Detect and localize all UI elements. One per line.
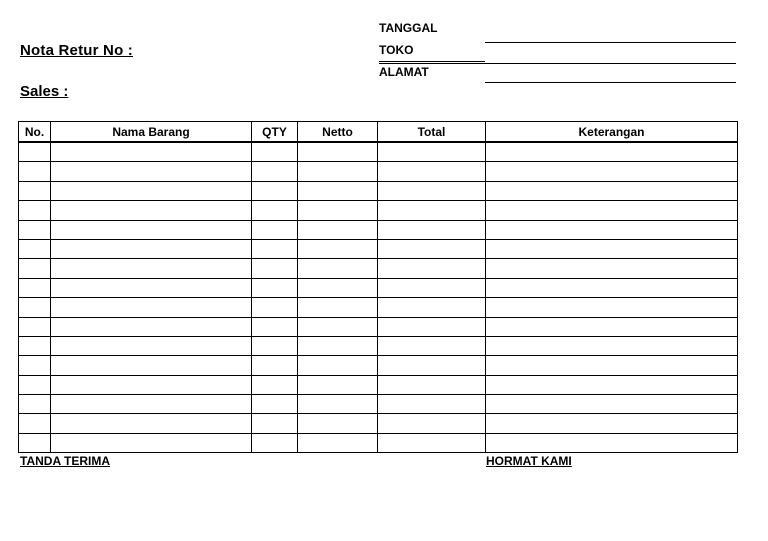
table-cell[interactable]: [19, 433, 51, 452]
table-cell[interactable]: [252, 278, 298, 297]
table-cell[interactable]: [51, 162, 252, 181]
hormat-kami-label: HORMAT KAMI: [486, 454, 572, 468]
table-cell[interactable]: [252, 414, 298, 433]
table-cell[interactable]: [486, 356, 738, 375]
table-cell[interactable]: [19, 395, 51, 414]
table-row: [19, 414, 738, 433]
tanggal-field-line: [485, 42, 736, 43]
toko-label: TOKO: [379, 43, 414, 57]
table-cell[interactable]: [51, 356, 252, 375]
table-cell[interactable]: [252, 220, 298, 239]
table-body: [19, 142, 738, 453]
table-cell[interactable]: [19, 375, 51, 394]
table-cell[interactable]: [486, 375, 738, 394]
table-cell[interactable]: [252, 142, 298, 162]
table-cell[interactable]: [486, 142, 738, 162]
table-cell[interactable]: [486, 317, 738, 336]
table-cell[interactable]: [51, 220, 252, 239]
table-row: [19, 201, 738, 220]
table-row: [19, 317, 738, 336]
table-cell[interactable]: [298, 433, 378, 452]
table-row: [19, 181, 738, 200]
table-cell[interactable]: [378, 336, 486, 355]
table-cell[interactable]: [486, 298, 738, 317]
table-cell[interactable]: [252, 395, 298, 414]
column-header-total: Total: [378, 122, 486, 143]
table-cell[interactable]: [252, 317, 298, 336]
toko-underline-1: [379, 61, 485, 62]
table-row: [19, 395, 738, 414]
table-cell[interactable]: [19, 162, 51, 181]
table-cell[interactable]: [378, 395, 486, 414]
table-cell[interactable]: [298, 142, 378, 162]
table-cell[interactable]: [298, 239, 378, 258]
table-cell[interactable]: [51, 433, 252, 452]
tanda-terima-label: TANDA TERIMA: [20, 454, 110, 468]
table-cell[interactable]: [252, 375, 298, 394]
table-cell[interactable]: [298, 336, 378, 355]
table-cell[interactable]: [252, 336, 298, 355]
table-cell[interactable]: [486, 239, 738, 258]
table-cell[interactable]: [19, 220, 51, 239]
table-cell[interactable]: [51, 414, 252, 433]
table-cell[interactable]: [298, 375, 378, 394]
table-cell[interactable]: [298, 395, 378, 414]
table-cell[interactable]: [486, 162, 738, 181]
alamat-field-line: [485, 82, 736, 83]
table-row: [19, 259, 738, 278]
table-cell[interactable]: [298, 220, 378, 239]
table-cell[interactable]: [51, 239, 252, 258]
table-cell[interactable]: [486, 278, 738, 297]
table-cell[interactable]: [19, 336, 51, 355]
table-cell[interactable]: [298, 278, 378, 297]
table-cell[interactable]: [19, 356, 51, 375]
table-cell[interactable]: [486, 220, 738, 239]
table-cell[interactable]: [51, 395, 252, 414]
table-cell[interactable]: [486, 336, 738, 355]
table-cell[interactable]: [298, 181, 378, 200]
table-cell[interactable]: [486, 414, 738, 433]
table-cell[interactable]: [19, 259, 51, 278]
table-cell[interactable]: [298, 317, 378, 336]
table-cell[interactable]: [378, 278, 486, 297]
column-header-no: No.: [19, 122, 51, 143]
table-cell[interactable]: [51, 142, 252, 162]
table-cell[interactable]: [51, 201, 252, 220]
table-cell[interactable]: [252, 356, 298, 375]
table-cell[interactable]: [378, 142, 486, 162]
table-cell[interactable]: [486, 201, 738, 220]
table-cell[interactable]: [378, 317, 486, 336]
table-cell[interactable]: [252, 201, 298, 220]
table-cell[interactable]: [252, 259, 298, 278]
table-cell[interactable]: [252, 433, 298, 452]
table-cell[interactable]: [252, 298, 298, 317]
table-cell[interactable]: [19, 181, 51, 200]
column-header-nama-barang: Nama Barang: [51, 122, 252, 143]
table-cell[interactable]: [51, 317, 252, 336]
table-row: [19, 336, 738, 355]
table-cell[interactable]: [19, 317, 51, 336]
table-cell[interactable]: [298, 201, 378, 220]
table-cell[interactable]: [378, 298, 486, 317]
table-cell[interactable]: [378, 433, 486, 452]
table-row: [19, 220, 738, 239]
table-cell[interactable]: [298, 414, 378, 433]
toko-field-line: [379, 63, 736, 64]
table-cell[interactable]: [486, 433, 738, 452]
table-cell[interactable]: [298, 298, 378, 317]
sales-label: Sales :: [20, 83, 69, 100]
table-row: [19, 239, 738, 258]
table-cell[interactable]: [486, 181, 738, 200]
table-cell[interactable]: [19, 142, 51, 162]
table-cell[interactable]: [378, 259, 486, 278]
table-cell[interactable]: [486, 259, 738, 278]
alamat-label: ALAMAT: [379, 65, 429, 79]
table-row: [19, 298, 738, 317]
table-row: [19, 278, 738, 297]
table-cell[interactable]: [378, 356, 486, 375]
table-cell[interactable]: [378, 414, 486, 433]
tanggal-label: TANGGAL: [379, 21, 438, 35]
nota-retur-title: Nota Retur No :: [20, 42, 133, 59]
table-cell[interactable]: [378, 220, 486, 239]
table-cell[interactable]: [486, 395, 738, 414]
table-cell[interactable]: [19, 239, 51, 258]
table-row: [19, 162, 738, 181]
table-cell[interactable]: [298, 356, 378, 375]
table-cell[interactable]: [51, 298, 252, 317]
table-cell[interactable]: [19, 298, 51, 317]
table-cell[interactable]: [298, 162, 378, 181]
table-row: [19, 142, 738, 162]
table-cell[interactable]: [19, 201, 51, 220]
table-cell[interactable]: [51, 278, 252, 297]
table-cell[interactable]: [378, 201, 486, 220]
table-cell[interactable]: [252, 181, 298, 200]
table-row: [19, 433, 738, 452]
table-cell[interactable]: [51, 259, 252, 278]
table-row: [19, 356, 738, 375]
table-cell[interactable]: [51, 375, 252, 394]
table-row: [19, 375, 738, 394]
item-table: [18, 121, 738, 453]
table-cell[interactable]: [19, 278, 51, 297]
table-cell[interactable]: [378, 239, 486, 258]
column-header-netto: Netto: [298, 122, 378, 143]
table-cell[interactable]: [252, 162, 298, 181]
column-header-keterangan: Keterangan: [486, 122, 738, 143]
table-cell[interactable]: [378, 375, 486, 394]
table-cell[interactable]: [252, 239, 298, 258]
table-cell[interactable]: [298, 259, 378, 278]
table-cell[interactable]: [51, 181, 252, 200]
column-header-qty: QTY: [252, 122, 298, 143]
table-header-row: [19, 122, 738, 143]
table-cell[interactable]: [378, 181, 486, 200]
table-cell[interactable]: [51, 336, 252, 355]
table-cell[interactable]: [378, 162, 486, 181]
table-cell[interactable]: [19, 414, 51, 433]
